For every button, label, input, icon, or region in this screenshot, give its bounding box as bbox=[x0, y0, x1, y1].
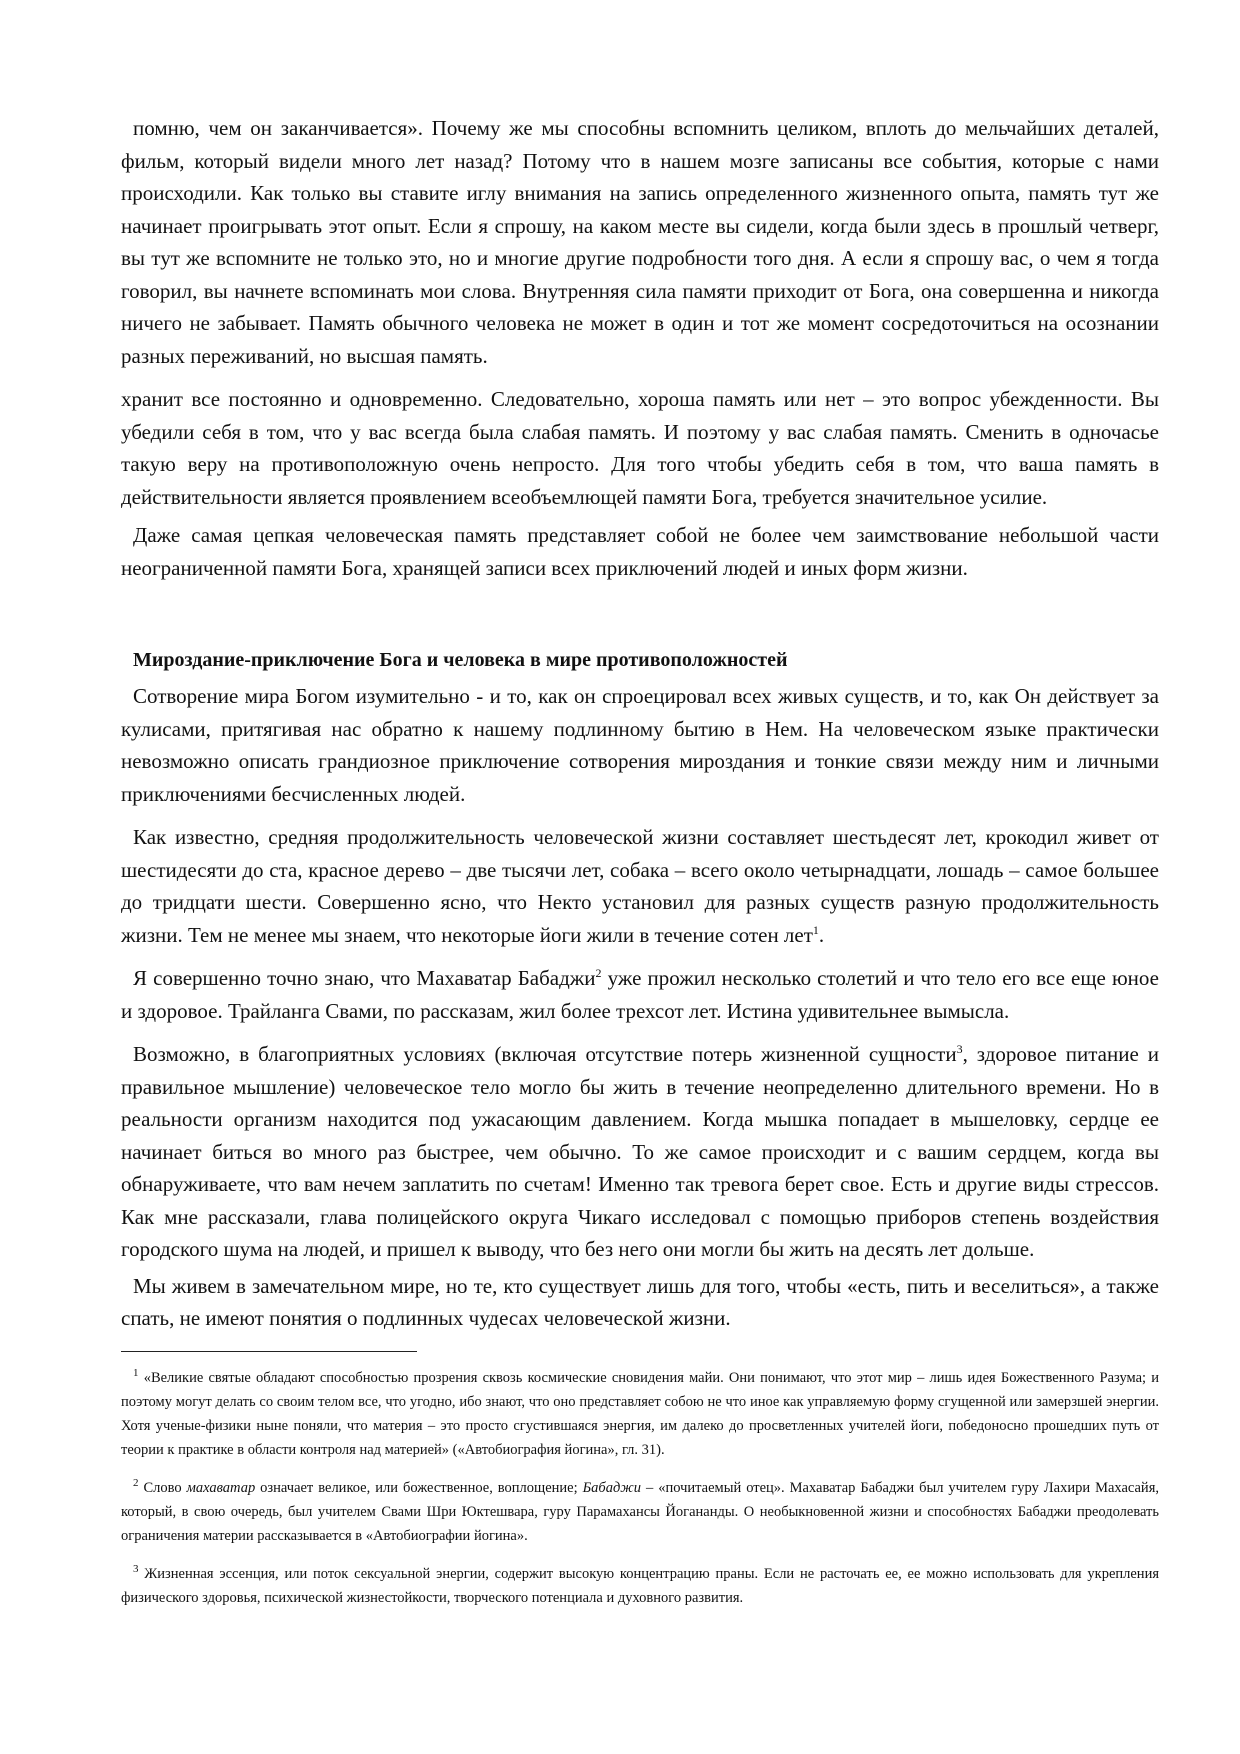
document-page bbox=[121, 112, 1159, 1610]
paragraph-text: Возможно, в благоприятных условиях (включая отсутствие потерь жизненной сущности bbox=[133, 1042, 957, 1066]
paragraph-babaji bbox=[121, 962, 1159, 1027]
footnote-number: 2 bbox=[133, 1476, 139, 1489]
footnote-text: – «почитаемый отец». Махаватар Бабаджи был учителем гуру Лахири Махасайя, который, в свою очередь, был учителем Свами Шри Юктешвара, гуру Парамахансы Йогананды. О необыкновенной жизни и способностях Бабаджи преодолевать ограничения материи рассказывается в «Автобиографии йогина». bbox=[121, 1479, 1159, 1544]
footnote-text: Слово bbox=[138, 1479, 187, 1496]
footnote-term: Бабаджи bbox=[582, 1479, 642, 1496]
paragraph-memory-1: помню, чем он заканчивается». Почему же мы способны вспомнить целиком, вплоть до мельчайших деталей, фильм, который видели много лет назад? Потому что в нашем мозге записаны все события, которые с нами происходили. Как только вы ставите иглу внимания на запись определенного жизненного опыта, память тут же начинает проигрывать этот опыт. Если я спрошу, на каком месте вы сидели, когда были здесь в прошлый четверг, вы тут же вспомните не только это, но и многие другие подробности того дня. А если я спрошу вас, о чем я тогда говорил, вы начнете вспоминать мои слова. Внутренняя сила памяти приходит от Бога, она совершенна и никогда ничего не забывает. Память обычного человека не может в один и тот же момент сосредоточиться на осознании разных переживаний, но высшая память. bbox=[121, 116, 1159, 368]
footnote-number: 3 bbox=[133, 1562, 139, 1575]
paragraph-lifespan bbox=[121, 821, 1159, 951]
footnote-text: Жизненная эссенция, или поток сексуальной энергии, содержит высокую концентрацию праны. Если не расточать ее, ее можно использовать для укрепления физического здоровья, психической жизнестойкости, творческого потенциала и духовного развития. bbox=[121, 1565, 1159, 1606]
paragraph-text: уже прожил несколько столетий и что тело его все еще юное и здоровое. Трайланга Свами, по рассказам, жил более трехсот лет. Истина удивительнее вымысла. bbox=[121, 966, 1159, 1023]
paragraph-text: , здоровое питание и правильное мышление) человеческое тело могло бы жить в течение неопределенно длительного времени. Но в реальности организм находится под ужасающим давлением. Когда мышка попадает в мышеловку, сердце ее начинает биться во много раз быстрее, чем обычно. То же самое происходит и с вашим сердцем, когда вы обнаруживаете, что вам нечем заплатить по счетам! Именно так тревога берет свое. Есть и другие виды стрессов. Как мне рассказали, глава полицейского округа Чикаго исследовал с помощью приборов степень воздействия городского шума на людей, и пришел к выводу, что без него они могли бы жить на десять лет дольше. bbox=[121, 1042, 1159, 1261]
footnote-ref-1: 1 bbox=[812, 922, 819, 937]
footnotes bbox=[121, 1366, 1159, 1610]
footnote-ref-2: 2 bbox=[595, 966, 602, 980]
paragraph-text: . bbox=[818, 922, 825, 947]
section-heading: Мироздание-приключение Бога и человека в мире противоположностей bbox=[133, 649, 788, 671]
footnote-separator bbox=[121, 1351, 417, 1352]
paragraph-memory-3: Даже самая цепкая человеческая память представляет собой не более чем заимствование небольшой части неограниченной памяти Бога, хранящей записи всех приключений людей и иных форм жизни. bbox=[121, 523, 1159, 580]
paragraph-memory-2: хранит все постоянно и одновременно. Следовательно, хороша память или нет – это вопрос убежденности. Вы убедили себя в том, что у вас всегда была слабая память. И поэтому у вас слабая память. Сменить в одночасье такую веру на противоположную очень непросто. Для того чтобы убедить себя в том, что ваша память в действительности является проявлением всеобъемлющей памяти Бога, требуется значительное усилие. bbox=[121, 387, 1159, 509]
footnote-text: означает великое, или божественное, воплощение; bbox=[255, 1479, 583, 1496]
paragraph-text: Как известно, средняя продолжительность человеческой жизни составляет шестьдесят лет, крокодил живет от шестидесяти до ста, красное дерево – две тысячи лет, собака – всего около четырнадцати, лошадь – самое большее до тридцати шести. Совершенно ясно, что Некто установил для разных существ разную продолжительность жизни. Тем не менее мы знаем, что некоторые йоги жили в течение сотен лет bbox=[121, 825, 1159, 947]
paragraph-wonderful-world: Мы живем в замечательном мире, но те, кто существует лишь для того, чтобы «есть, пить и веселиться», а также спать, не имеют понятия о подлинных чудесах человеческой жизни. bbox=[121, 1273, 1159, 1330]
paragraph-creation: Сотворение мира Богом изумительно - и то, как он спроецировал всех живых существ, и то, как Он действует за кулисами, притягивая нас обратно к нашему подлинному бытию в Нем. На человеческом языке практически невозможно описать грандиозное приключение сотворения мироздания и тонкие связи между ним и личными приключениями бесчисленных людей. bbox=[121, 684, 1159, 806]
footnote-2 bbox=[121, 1476, 1159, 1548]
paragraph-stress bbox=[121, 1038, 1159, 1266]
footnote-1 bbox=[121, 1366, 1159, 1462]
paragraph-text: Я совершенно точно знаю, что Махаватар Бабаджи bbox=[133, 966, 596, 990]
footnote-number: 1 bbox=[133, 1366, 139, 1379]
footnote-ref-3: 3 bbox=[956, 1042, 963, 1056]
footnote-3 bbox=[121, 1562, 1159, 1610]
footnote-text: «Великие святые обладают способностью прозрения сквозь космические сновидения майи. Они понимают, что этот мир – лишь идея Божественного Разума; и поэтому могут делать со своим телом все, что угодно, ибо знают, что оно представляет собою не что иное как управляемую форму сгущенной или замерзшей энергии. Хотя ученые-физики ныне поняли, что материя – это просто сгустившаяся энергия, им далеко до просветленных учителей йоги, победоносно прошедших путь от теории к практике в области контроля над материей» («Автобиография йогина», гл. 31). bbox=[121, 1369, 1159, 1458]
footnote-term: махаватар bbox=[186, 1479, 256, 1496]
